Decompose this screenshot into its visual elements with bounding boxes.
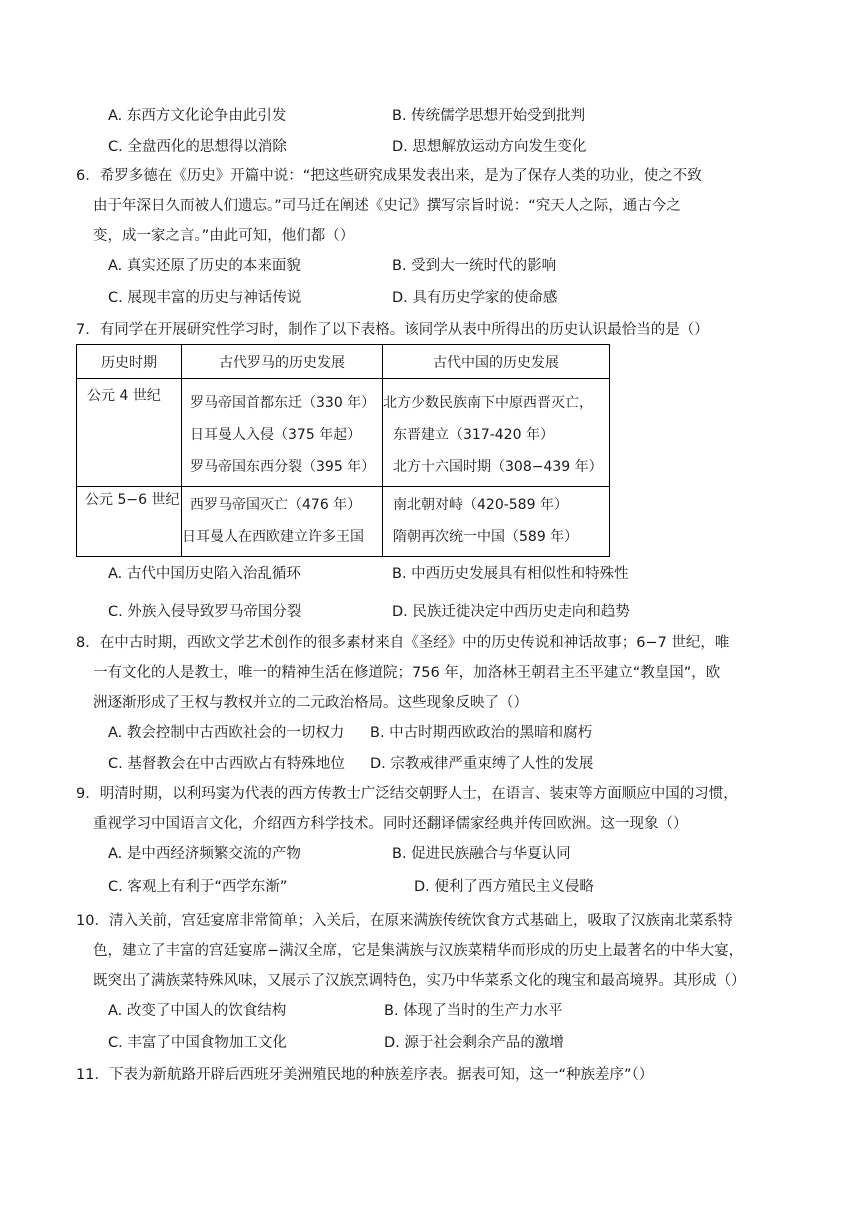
q10-stem-line-1: 10．清入关前，宫廷宴席非常简单；入关后，在原来满族传统饮食方式基础上，吸取了汉族南北菜系特	[76, 913, 733, 929]
row-rome	[182, 379, 383, 487]
q10-option-b: B. 体现了当时的生产力水平	[384, 1003, 563, 1019]
table-header-row	[77, 345, 610, 379]
q5-option-a: A. 东西方文化论争由此引发	[108, 108, 287, 124]
q6-stem-line-2: 由于年深日久而被人们遗忘。”司马迁在阐述《史记》撰写宗旨时说：“究天人之际，通古今之	[93, 198, 681, 214]
q9-option-c: C. 客观上有利于“西学东渐”	[108, 879, 288, 895]
q9-stem-line-1: 9．明清时期，以利玛窦为代表的西方传教士广泛结交朝野人士，在语言、装束等方面顺应中国的习惯，	[76, 786, 738, 802]
header-rome: 古代罗马的历史发展	[182, 345, 383, 379]
q5-option-d: D. 思想解放运动方向发生变化	[392, 139, 587, 155]
q10-stem-line-3: 既突出了满族菜特殊风味，又展示了汉族烹调特色，实乃中华菜系文化的瑰宝和最高境界。其形成（）	[93, 973, 746, 989]
china-event: 北方十六国时期（308−439 年）	[393, 459, 603, 475]
china-event: 隋朝再次统一中国（589 年）	[393, 529, 579, 545]
q6-stem-line-1: 6．希罗多德在《历史》开篇中说：“把这些研究成果发表出来，是为了保存人类的功业，使之不致	[76, 168, 702, 184]
china-event: 北方少数民族南下中原西晋灭亡，	[383, 395, 593, 411]
q8-stem-line-1: 8．在中古时期，西欧文学艺术创作的很多素材来自《圣经》中的历史传说和神话故事；6−7 世纪，唯	[76, 635, 730, 651]
q9-stem-line-2: 重视学习中国语言文化，介绍西方科学技术。同时还翻译儒家经典并传回欧洲。这一现象（）	[93, 816, 688, 832]
q9-option-b: B. 促进民族融合与华夏认同	[392, 846, 571, 862]
q7-option-a: A. 古代中国历史陷入治乱循环	[108, 566, 301, 582]
q8-stem-line-3: 洲逐渐形成了王权与教权并立的二元政治格局。这些现象反映了（）	[93, 695, 528, 711]
q10-option-a: A. 改变了中国人的饮食结构	[108, 1003, 287, 1019]
q10-option-c: C. 丰富了中国食物加工文化	[108, 1035, 287, 1051]
row-period: 公元 4 世纪	[77, 379, 182, 487]
table-row	[77, 379, 610, 487]
q8-stem-line-2: 一有文化的人是教士，唯一的精神生活在修道院；756 年，加洛林王朝君主丕平建立“教皇国”，欧	[93, 665, 721, 681]
rome-event: 日耳曼人入侵（375 年起）	[190, 427, 362, 443]
q6-option-d: D. 具有历史学家的使命感	[392, 290, 558, 306]
q5-option-c: C. 全盘西化的思想得以消除	[108, 139, 287, 155]
rome-event: 罗马帝国首都东迁（330 年）	[190, 395, 376, 411]
rome-event: 日耳曼人在西欧建立许多王国	[182, 529, 364, 545]
q5-option-b: B. 传统儒学思想开始受到批判	[392, 108, 586, 124]
q6-option-c: C. 展现丰富的历史与神话传说	[108, 290, 302, 306]
q8-option-d: D. 宗教戒律严重束缚了人性的发展	[370, 756, 594, 772]
q7-option-b: B. 中西历史发展具有相似性和特殊性	[392, 566, 629, 582]
table-row	[77, 487, 610, 557]
china-event: 南北朝对峙（420-589 年）	[393, 497, 568, 513]
q10-option-d: D. 源于社会剩余产品的激增	[384, 1035, 564, 1051]
q6-option-b: B. 受到大一统时代的影响	[392, 258, 557, 274]
q9-option-d: D. 便利了西方殖民主义侵略	[414, 879, 594, 895]
q8-option-b: B. 中古时期西欧政治的黑暗和腐朽	[370, 725, 593, 741]
q9-option-a: A. 是中西经济频繁交流的产物	[108, 846, 301, 862]
q8-option-a: A. 教会控制中古西欧社会的一切权力	[108, 725, 345, 741]
row-period: 公元 5−6 世纪	[77, 487, 182, 557]
rome-event: 西罗马帝国灭亡（476 年）	[190, 497, 362, 513]
china-event: 东晋建立（317-420 年）	[393, 427, 554, 443]
q6-option-a: A. 真实还原了历史的本来面貌	[108, 258, 301, 274]
q10-stem-line-2: 色，建立了丰富的宫廷宴席−满汉全席，它是集满族与汉族菜精华而形成的历史上最著名的中华大宴，	[93, 943, 744, 959]
header-china: 古代中国的历史发展	[383, 345, 610, 379]
q7-option-c: C. 外族入侵导致罗马帝国分裂	[108, 604, 302, 620]
q7-option-d: D. 民族迁徙决定中西历史走向和趋势	[392, 604, 630, 620]
q7-stem: 7．有同学在开展研究性学习时，制作了以下表格。该同学从表中所得出的历史认识最恰当的是（）	[76, 322, 709, 338]
header-period: 历史时期	[77, 345, 182, 379]
row-china	[383, 487, 610, 557]
q6-stem-line-3: 变，成一家之言。”由此可知，他们都（）	[93, 228, 355, 244]
row-china	[383, 379, 610, 487]
history-comparison-table	[76, 344, 610, 557]
q11-stem: 11．下表为新航路开辟后西班牙美洲殖民地的种族差序表。据表可知，这一“种族差序”（）	[76, 1067, 654, 1083]
q8-option-c: C. 基督教会在中古西欧占有特殊地位	[108, 756, 345, 772]
row-rome	[182, 487, 383, 557]
rome-event: 罗马帝国东西分裂（395 年）	[190, 459, 376, 475]
